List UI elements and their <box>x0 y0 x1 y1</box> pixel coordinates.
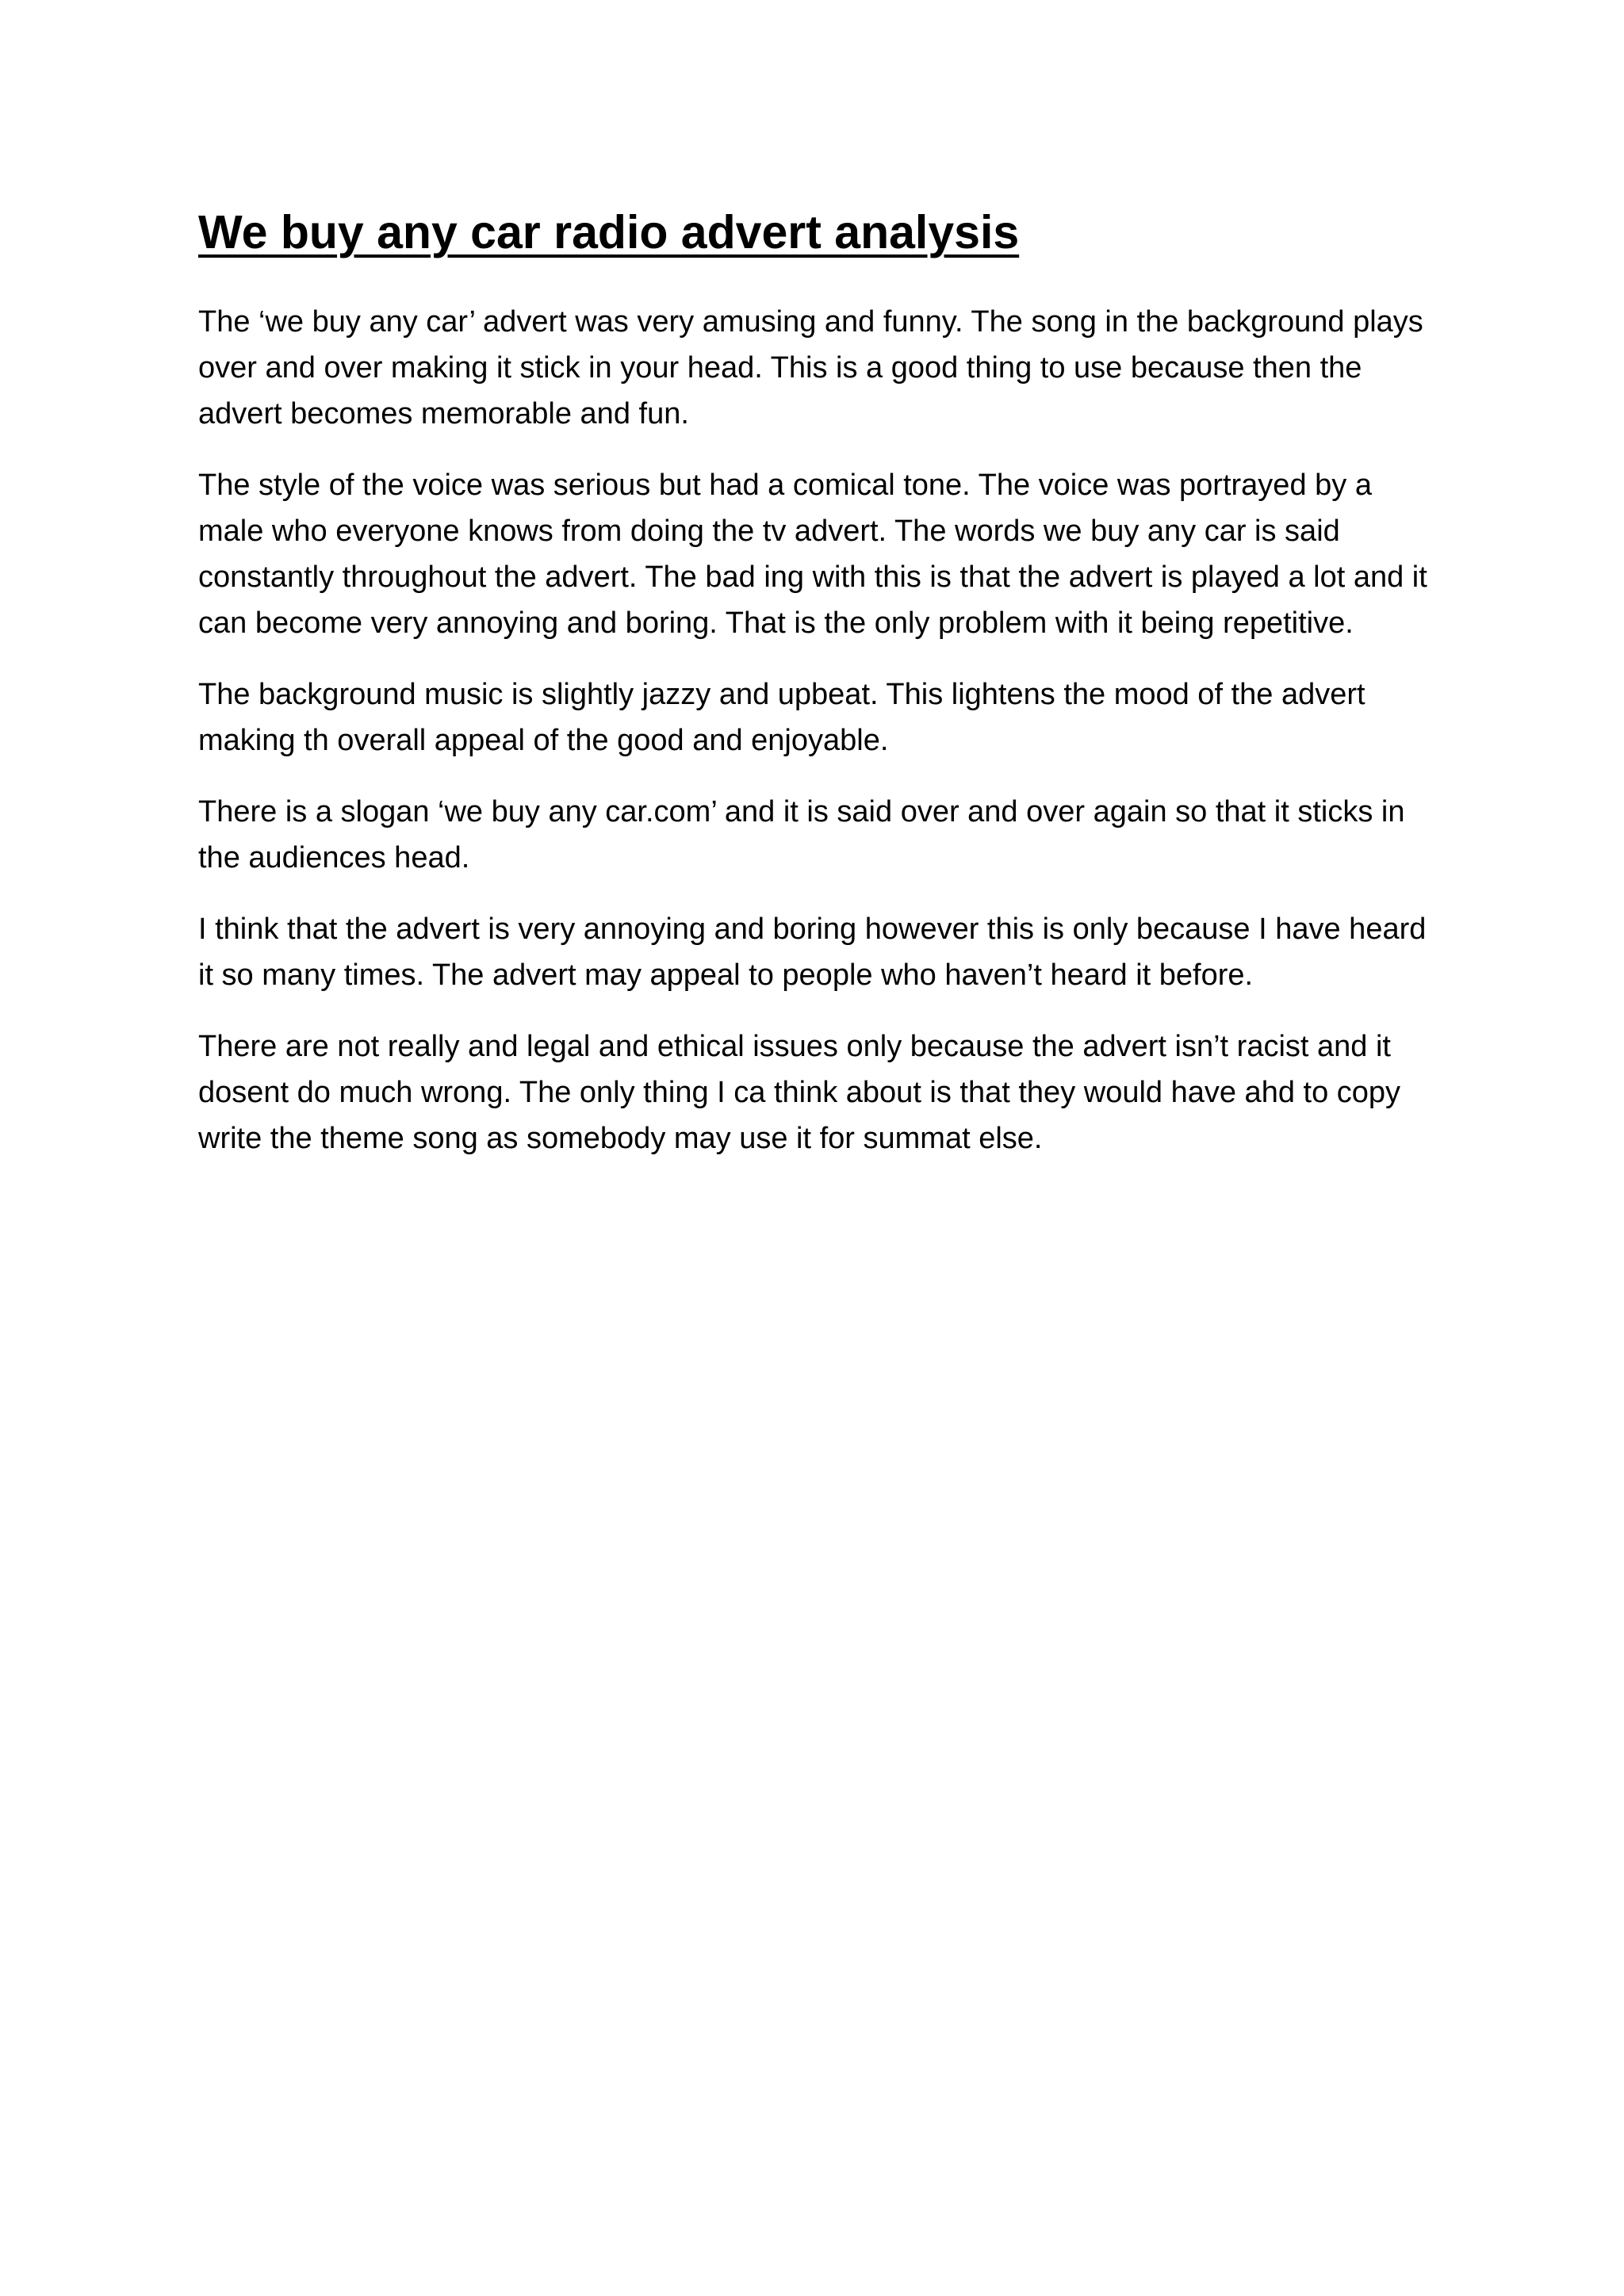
paragraph-voice-style: The style of the voice was serious but had a comical tone. The voice was portrayed by a male who everyone knows from doing the tv advert. The words we buy any car is said constantly throughout the advert. The bad ing with this is that the advert is played a lot and it can become very annoying and boring. That is the only problem with it being repetitive. <box>198 469 1427 640</box>
document-body <box>198 202 1435 1187</box>
paragraph-slogan: There is a slogan ‘we buy any car.com’ and it is said over and over again so that it sticks in the audiences head. <box>198 795 1405 874</box>
document-title: We buy any car radio advert analysis <box>198 206 1020 258</box>
paragraph-intro: The ‘we buy any car’ advert was very amusing and funny. The song in the background plays over and over making it stick in your head. This is a good thing to use because then the advert becomes memorable and fun. <box>198 305 1423 430</box>
paragraph-legal-ethical: There are not really and legal and ethical issues only because the advert isn’t racist and it dosent do much wrong. The only thing I ca think about is that they would have ahd to copy write the theme song as somebody may use it for summat else. <box>198 1030 1401 1155</box>
paragraph-opinion: I think that the advert is very annoying and boring however this is only because I have heard it so many times. The advert may appeal to people who haven’t heard it before. <box>198 913 1427 992</box>
paragraph-background-music: The background music is slightly jazzy and upbeat. This lightens the mood of the advert making th overall appeal of the good and enjoyable. <box>198 678 1365 757</box>
